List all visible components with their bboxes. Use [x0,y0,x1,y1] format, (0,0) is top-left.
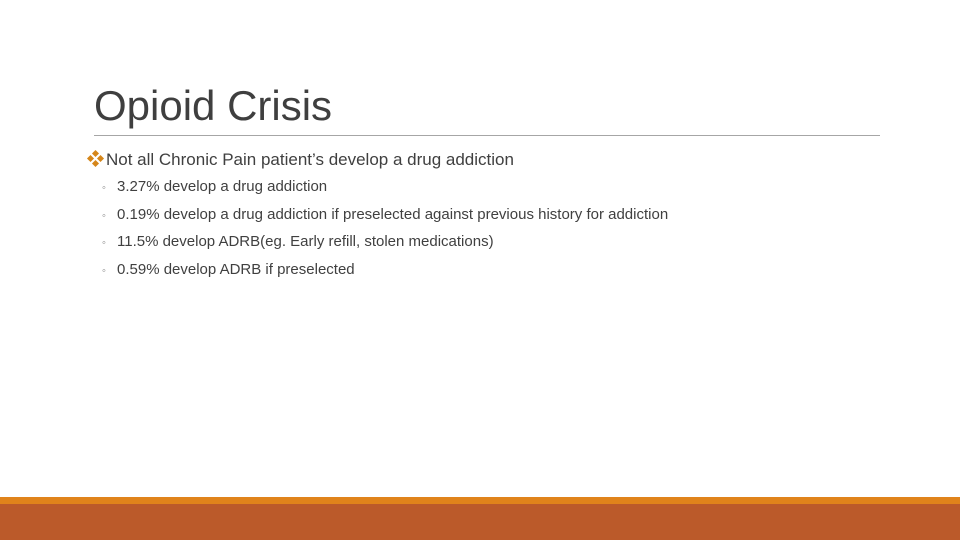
title-underline [94,135,880,136]
ring-bullet-icon: ◦ [102,264,106,277]
sub-bullet-item [102,202,668,230]
sub-bullet-list [102,174,668,284]
footer-band [0,504,960,540]
sub-bullet-text: 11.5% develop ADRB(eg. Early refill, stolen medications) [117,233,494,250]
sub-bullet-item [102,229,668,257]
sub-bullet-item [102,257,668,285]
ring-bullet-icon: ◦ [102,209,106,222]
footer-accent-stripe [0,497,960,504]
sub-bullet-text: 0.19% develop a drug addiction if preselected against previous history for addiction [117,205,669,223]
slide-title: Opioid Crisis [94,82,333,129]
main-bullet-text: Not all Chronic Pain patient’s develop a drug addiction [106,150,514,169]
sub-bullet-text: 0.59% develop ADRB if preselected [117,260,355,278]
ring-bullet-icon: ◦ [102,237,106,249]
sub-bullet-item [102,174,668,202]
sub-bullet-text: 3.27% develop a drug addiction [117,178,328,195]
diamond-bullet-icon [88,151,103,166]
main-bullet [88,149,514,171]
ring-bullet-icon: ◦ [102,182,106,194]
